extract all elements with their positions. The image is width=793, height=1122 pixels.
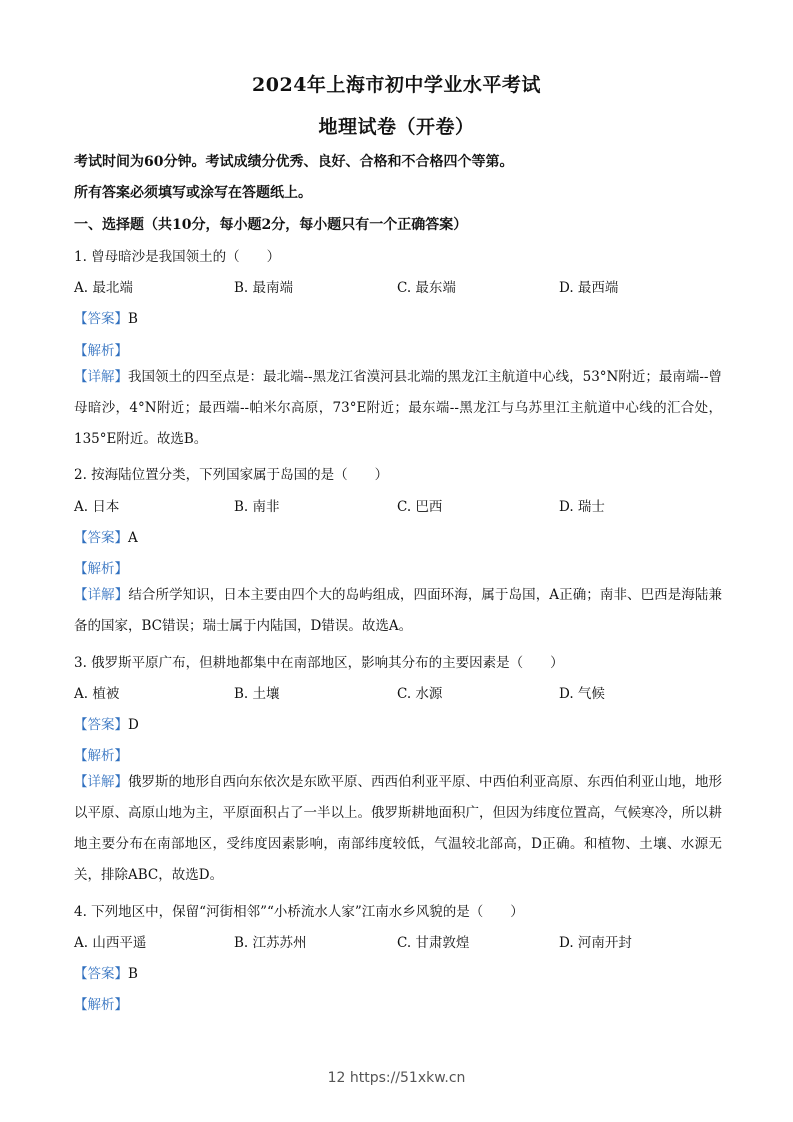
question-1-option-b: B. 最南端 (234, 280, 294, 296)
question-1-option-d: D. 最西端 (559, 280, 619, 296)
answer-label: 【答案】 (74, 717, 128, 733)
question-4-analysis-label: 【解析】 (74, 997, 128, 1013)
instruction-line-2: 所有答案必须填写或涂写在答题纸上。 (74, 185, 312, 201)
question-2-detail (74, 580, 722, 642)
question-1-option-a: A. 最北端 (74, 280, 133, 296)
question-2-analysis-label: 【解析】 (74, 561, 128, 577)
answer-value: A (128, 530, 138, 546)
exam-title: 2024年上海市初中学业水平考试 (252, 74, 541, 96)
question-3-option-c: C. 水源 (397, 686, 443, 702)
answer-label: 【答案】 (74, 530, 128, 546)
question-2-option-a: A. 日本 (74, 499, 120, 515)
answer-value: D (128, 717, 139, 733)
answer-label: 【答案】 (74, 966, 128, 982)
detail-label: 【详解】 (74, 587, 129, 603)
question-3-option-a: A. 植被 (74, 686, 120, 702)
question-4-option-a: A. 山西平遥 (74, 935, 147, 951)
exam-subtitle: 地理试卷（开卷） (318, 116, 475, 138)
detail-label: 【详解】 (74, 774, 128, 790)
question-3-detail (74, 767, 722, 891)
detail-text: 我国领土的四至点是：最北端--黑龙江省漠河县北端的黑龙江主航道中心线，53°N附近；最南端--曾母暗沙，4°N附近；最西端--帕米尔高原，73°E附近；最东端--黑龙江与乌苏里江主航道中心线的汇合处，135°E附近。故选B。 (74, 369, 722, 447)
question-3-stem: 3. 俄罗斯平原广布，但耕地都集中在南部地区，影响其分布的主要因素是（ ） (74, 655, 564, 671)
detail-label: 【详解】 (74, 369, 128, 385)
question-4-option-d: D. 河南开封 (559, 935, 632, 951)
question-4-stem: 4. 下列地区中，保留“河街相邻”“小桥流水人家”江南水乡风貌的是（ ） (74, 904, 524, 920)
section-heading: 一、选择题（共10分，每小题2分，每小题只有一个正确答案） (74, 217, 468, 233)
question-2-option-b: B. 南非 (234, 499, 280, 515)
page-footer: 12 https://51xkw.cn (327, 1070, 466, 1086)
question-1-detail (74, 362, 722, 455)
detail-text: 俄罗斯的地形自西向东依次是东欧平原、西西伯利亚平原、中西伯利亚高原、东西伯利亚山地，地形以平原、高原山地为主，平原面积占了一半以上。俄罗斯耕地面积广，但因为纬度位置高，气候寒冷，所以耕地主要分布在南部地区，受纬度因素影响，南部纬度较低，气温较北部高，D正确。和植物、土壤、水源无关，排除ABC，故选D。 (74, 774, 722, 883)
instruction-line-1: 考试时间为60分钟。考试成绩分优秀、良好、合格和不合格四个等第。 (74, 154, 514, 170)
question-4-option-b: B. 江苏苏州 (234, 935, 307, 951)
answer-value: B (128, 966, 138, 982)
question-1-option-c: C. 最东端 (397, 280, 456, 296)
question-2-option-d: D. 瑞士 (559, 499, 605, 515)
question-1-analysis-label: 【解析】 (74, 343, 128, 359)
question-2-answer (74, 526, 138, 546)
question-3-option-d: D. 气候 (559, 686, 605, 702)
answer-label: 【答案】 (74, 311, 128, 327)
question-3-answer (74, 713, 139, 733)
question-3-option-b: B. 土壤 (234, 686, 280, 702)
question-3-analysis-label: 【解析】 (74, 748, 128, 764)
question-2-option-c: C. 巴西 (397, 499, 443, 515)
question-4-option-c: C. 甘肃敦煌 (397, 935, 470, 951)
question-2-stem: 2. 按海陆位置分类，下列国家属于岛国的是（ ） (74, 467, 389, 483)
question-1-stem: 1. 曾母暗沙是我国领土的（ ） (74, 249, 281, 265)
question-1-answer (74, 307, 138, 327)
question-4-answer (74, 962, 138, 982)
answer-value: B (128, 311, 138, 327)
detail-text: 结合所学知识，日本主要由四个大的岛屿组成，四面环海，属于岛国，A正确；南非、巴西是海陆兼备的国家，BC错误；瑞士属于内陆国，D错误。故选A。 (74, 587, 723, 634)
